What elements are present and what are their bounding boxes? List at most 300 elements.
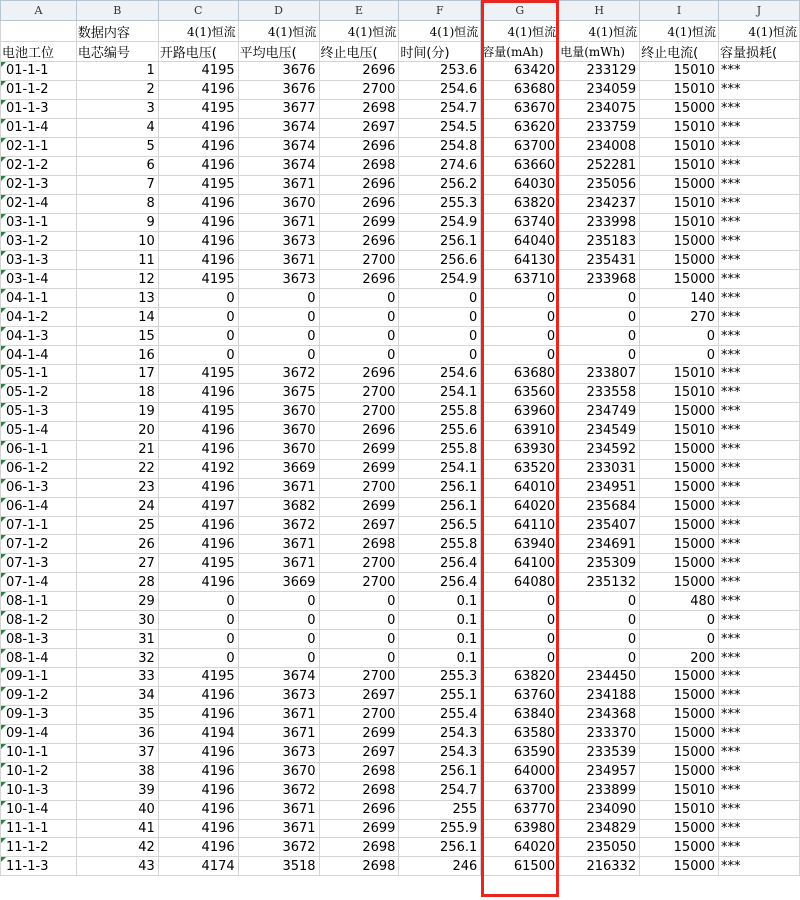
table-cell[interactable]: 234368 bbox=[559, 705, 640, 724]
table-cell[interactable]: 255 bbox=[399, 800, 481, 819]
table-cell[interactable]: 216332 bbox=[559, 857, 640, 876]
table-cell[interactable]: 235132 bbox=[559, 573, 640, 592]
table-cell[interactable]: 9 bbox=[76, 213, 158, 232]
table-cell[interactable]: 0 bbox=[559, 308, 640, 327]
table-cell[interactable]: 3671 bbox=[238, 175, 319, 194]
table-cell[interactable]: 3670 bbox=[238, 440, 319, 459]
table-cell[interactable]: 3682 bbox=[238, 497, 319, 516]
table-cell[interactable]: 64020 bbox=[481, 497, 559, 516]
table-cell[interactable]: 4195 bbox=[158, 365, 238, 384]
table-cell[interactable]: 200 bbox=[640, 649, 719, 668]
table-cell[interactable]: 06-1-1 bbox=[1, 440, 77, 459]
table-cell[interactable]: 13 bbox=[76, 289, 158, 308]
table-cell[interactable]: 255.8 bbox=[399, 440, 481, 459]
table-cell[interactable]: 15000 bbox=[640, 743, 719, 762]
table-cell[interactable]: 2698 bbox=[319, 99, 399, 118]
table-cell[interactable]: 0 bbox=[481, 327, 559, 346]
header-cell[interactable]: 4(1)恒流 bbox=[238, 21, 319, 42]
table-cell[interactable]: 4192 bbox=[158, 459, 238, 478]
table-cell[interactable]: 07-1-3 bbox=[1, 554, 77, 573]
table-cell[interactable]: 256.5 bbox=[399, 516, 481, 535]
table-cell[interactable]: 25 bbox=[76, 516, 158, 535]
table-cell[interactable]: 07-1-4 bbox=[1, 573, 77, 592]
table-cell[interactable]: 234749 bbox=[559, 402, 640, 421]
table-cell[interactable]: 18 bbox=[76, 383, 158, 402]
table-cell[interactable]: 4196 bbox=[158, 478, 238, 497]
table-cell[interactable]: 233968 bbox=[559, 270, 640, 289]
table-cell[interactable]: 234059 bbox=[559, 80, 640, 99]
table-cell[interactable]: 235183 bbox=[559, 232, 640, 251]
table-cell[interactable]: 254.3 bbox=[399, 724, 481, 743]
table-cell[interactable]: 3674 bbox=[238, 137, 319, 156]
table-cell[interactable]: 3673 bbox=[238, 270, 319, 289]
table-cell[interactable]: 15000 bbox=[640, 857, 719, 876]
table-cell[interactable]: *** bbox=[719, 175, 800, 194]
header-cell[interactable]: 平均电压( bbox=[238, 42, 319, 62]
table-cell[interactable]: *** bbox=[719, 440, 800, 459]
table-cell[interactable]: 233031 bbox=[559, 459, 640, 478]
table-cell[interactable]: 2698 bbox=[319, 762, 399, 781]
table-cell[interactable]: 4196 bbox=[158, 118, 238, 137]
table-cell[interactable]: 63580 bbox=[481, 724, 559, 743]
table-cell[interactable]: 15010 bbox=[640, 365, 719, 384]
table-cell[interactable]: 255.8 bbox=[399, 535, 481, 554]
table-cell[interactable]: 03-1-1 bbox=[1, 213, 77, 232]
table-cell[interactable]: 21 bbox=[76, 440, 158, 459]
table-cell[interactable]: 256.1 bbox=[399, 478, 481, 497]
table-cell[interactable]: 15000 bbox=[640, 99, 719, 118]
table-cell[interactable]: 256.1 bbox=[399, 838, 481, 857]
table-cell[interactable]: 15000 bbox=[640, 270, 719, 289]
table-cell[interactable]: 15000 bbox=[640, 478, 719, 497]
table-cell[interactable]: 0 bbox=[399, 346, 481, 365]
table-cell[interactable]: 4196 bbox=[158, 80, 238, 99]
table-cell[interactable]: *** bbox=[719, 705, 800, 724]
table-cell[interactable]: 3 bbox=[76, 99, 158, 118]
table-cell[interactable]: 2696 bbox=[319, 270, 399, 289]
table-cell[interactable]: 252281 bbox=[559, 156, 640, 175]
table-cell[interactable]: 4197 bbox=[158, 497, 238, 516]
table-cell[interactable]: 02-1-4 bbox=[1, 194, 77, 213]
table-cell[interactable]: 270 bbox=[640, 308, 719, 327]
table-cell[interactable]: 2698 bbox=[319, 838, 399, 857]
table-cell[interactable]: *** bbox=[719, 402, 800, 421]
column-header-f[interactable]: F bbox=[399, 1, 481, 21]
table-cell[interactable]: 11-1-1 bbox=[1, 819, 77, 838]
table-cell[interactable]: 254.6 bbox=[399, 80, 481, 99]
table-cell[interactable]: 19 bbox=[76, 402, 158, 421]
table-cell[interactable]: 15 bbox=[76, 327, 158, 346]
table-cell[interactable]: 02-1-2 bbox=[1, 156, 77, 175]
table-cell[interactable]: 0 bbox=[481, 592, 559, 611]
table-cell[interactable]: 11 bbox=[76, 251, 158, 270]
table-cell[interactable]: 3671 bbox=[238, 554, 319, 573]
table-cell[interactable]: 255.8 bbox=[399, 402, 481, 421]
table-cell[interactable]: 255.4 bbox=[399, 705, 481, 724]
table-cell[interactable]: 2699 bbox=[319, 440, 399, 459]
table-cell[interactable]: 3671 bbox=[238, 819, 319, 838]
table-cell[interactable]: 3673 bbox=[238, 686, 319, 705]
table-cell[interactable]: 254.9 bbox=[399, 270, 481, 289]
table-cell[interactable]: 4 bbox=[76, 118, 158, 137]
table-cell[interactable]: 04-1-4 bbox=[1, 346, 77, 365]
table-cell[interactable]: 235407 bbox=[559, 516, 640, 535]
table-cell[interactable]: 12 bbox=[76, 270, 158, 289]
table-cell[interactable]: 10-1-1 bbox=[1, 743, 77, 762]
table-cell[interactable]: 2699 bbox=[319, 497, 399, 516]
table-cell[interactable]: 15000 bbox=[640, 251, 719, 270]
header-cell[interactable]: 容量损耗( bbox=[719, 42, 800, 62]
table-cell[interactable]: 35 bbox=[76, 705, 158, 724]
table-cell[interactable]: 255.9 bbox=[399, 819, 481, 838]
table-cell[interactable]: 15010 bbox=[640, 118, 719, 137]
table-cell[interactable]: 4196 bbox=[158, 213, 238, 232]
table-cell[interactable]: 3672 bbox=[238, 365, 319, 384]
header-cell[interactable]: 4(1)恒流 bbox=[319, 21, 399, 42]
table-cell[interactable]: 3674 bbox=[238, 118, 319, 137]
table-cell[interactable]: 255.3 bbox=[399, 194, 481, 213]
table-cell[interactable]: 253.6 bbox=[399, 62, 481, 81]
table-cell[interactable]: 02-1-3 bbox=[1, 175, 77, 194]
table-cell[interactable]: 4196 bbox=[158, 686, 238, 705]
table-cell[interactable]: 38 bbox=[76, 762, 158, 781]
table-cell[interactable]: 0 bbox=[319, 630, 399, 649]
column-header-c[interactable]: C bbox=[158, 1, 238, 21]
table-cell[interactable]: 27 bbox=[76, 554, 158, 573]
table-cell[interactable]: 256.2 bbox=[399, 175, 481, 194]
table-cell[interactable]: 15010 bbox=[640, 781, 719, 800]
table-cell[interactable]: 64030 bbox=[481, 175, 559, 194]
header-cell[interactable]: 4(1)恒流 bbox=[559, 21, 640, 42]
table-cell[interactable]: 4196 bbox=[158, 251, 238, 270]
table-cell[interactable]: 09-1-4 bbox=[1, 724, 77, 743]
table-cell[interactable]: 3671 bbox=[238, 705, 319, 724]
header-cell[interactable]: 时间(分) bbox=[399, 42, 481, 62]
table-cell[interactable]: 234188 bbox=[559, 686, 640, 705]
table-cell[interactable]: 7 bbox=[76, 175, 158, 194]
table-cell[interactable]: 233998 bbox=[559, 213, 640, 232]
table-cell[interactable]: *** bbox=[719, 611, 800, 630]
table-cell[interactable]: 22 bbox=[76, 459, 158, 478]
table-cell[interactable]: 0 bbox=[238, 630, 319, 649]
table-cell[interactable]: 0 bbox=[640, 346, 719, 365]
table-cell[interactable]: *** bbox=[719, 630, 800, 649]
table-cell[interactable]: 15000 bbox=[640, 762, 719, 781]
table-cell[interactable]: 4196 bbox=[158, 383, 238, 402]
table-cell[interactable]: 15000 bbox=[640, 402, 719, 421]
table-cell[interactable]: 30 bbox=[76, 611, 158, 630]
table-cell[interactable]: 0 bbox=[238, 611, 319, 630]
table-cell[interactable]: 15010 bbox=[640, 800, 719, 819]
table-cell[interactable]: 4195 bbox=[158, 402, 238, 421]
header-cell[interactable]: 终止电流( bbox=[640, 42, 719, 62]
table-cell[interactable]: 15000 bbox=[640, 819, 719, 838]
table-cell[interactable]: *** bbox=[719, 554, 800, 573]
table-cell[interactable]: 24 bbox=[76, 497, 158, 516]
table-cell[interactable]: 3671 bbox=[238, 213, 319, 232]
table-cell[interactable]: 274.6 bbox=[399, 156, 481, 175]
table-cell[interactable]: 0 bbox=[238, 308, 319, 327]
table-cell[interactable]: 63840 bbox=[481, 705, 559, 724]
table-cell[interactable]: 0 bbox=[399, 308, 481, 327]
table-cell[interactable]: *** bbox=[719, 270, 800, 289]
table-cell[interactable]: 10-1-2 bbox=[1, 762, 77, 781]
table-cell[interactable]: 2699 bbox=[319, 724, 399, 743]
table-cell[interactable]: 4195 bbox=[158, 175, 238, 194]
table-cell[interactable]: 15000 bbox=[640, 838, 719, 857]
table-cell[interactable]: 09-1-2 bbox=[1, 686, 77, 705]
table-cell[interactable]: 254.7 bbox=[399, 781, 481, 800]
column-header-g[interactable]: G bbox=[481, 1, 559, 21]
table-cell[interactable]: 235056 bbox=[559, 175, 640, 194]
table-cell[interactable]: *** bbox=[719, 99, 800, 118]
table-cell[interactable]: 0.1 bbox=[399, 592, 481, 611]
table-cell[interactable]: 2700 bbox=[319, 251, 399, 270]
table-cell[interactable]: *** bbox=[719, 497, 800, 516]
table-cell[interactable]: 64000 bbox=[481, 762, 559, 781]
table-cell[interactable]: 64020 bbox=[481, 838, 559, 857]
table-cell[interactable]: 0 bbox=[481, 630, 559, 649]
header-cell[interactable] bbox=[1, 21, 77, 42]
table-cell[interactable]: 2700 bbox=[319, 402, 399, 421]
table-cell[interactable]: 233899 bbox=[559, 781, 640, 800]
table-cell[interactable]: *** bbox=[719, 516, 800, 535]
table-cell[interactable]: 05-1-2 bbox=[1, 383, 77, 402]
table-cell[interactable]: 01-1-1 bbox=[1, 62, 77, 81]
table-cell[interactable]: 0 bbox=[559, 630, 640, 649]
table-cell[interactable]: 4196 bbox=[158, 232, 238, 251]
table-cell[interactable]: *** bbox=[719, 80, 800, 99]
table-cell[interactable]: 63680 bbox=[481, 365, 559, 384]
table-cell[interactable]: 20 bbox=[76, 421, 158, 440]
table-cell[interactable]: 32 bbox=[76, 649, 158, 668]
table-cell[interactable]: 0 bbox=[640, 611, 719, 630]
table-cell[interactable]: 233807 bbox=[559, 365, 640, 384]
table-cell[interactable]: 3671 bbox=[238, 724, 319, 743]
table-cell[interactable]: 15010 bbox=[640, 156, 719, 175]
table-cell[interactable]: 234592 bbox=[559, 440, 640, 459]
table-cell[interactable]: 28 bbox=[76, 573, 158, 592]
table-cell[interactable]: 4196 bbox=[158, 421, 238, 440]
table-cell[interactable]: 140 bbox=[640, 289, 719, 308]
table-cell[interactable]: 63700 bbox=[481, 781, 559, 800]
table-cell[interactable]: 3674 bbox=[238, 668, 319, 687]
table-cell[interactable]: 15010 bbox=[640, 421, 719, 440]
table-cell[interactable]: 2700 bbox=[319, 478, 399, 497]
table-cell[interactable]: *** bbox=[719, 308, 800, 327]
header-cell[interactable]: 4(1)恒流 bbox=[481, 21, 559, 42]
table-cell[interactable]: 2696 bbox=[319, 800, 399, 819]
table-cell[interactable]: 3674 bbox=[238, 156, 319, 175]
column-header-e[interactable]: E bbox=[319, 1, 399, 21]
table-cell[interactable]: 0 bbox=[399, 327, 481, 346]
table-cell[interactable]: 254.8 bbox=[399, 137, 481, 156]
table-cell[interactable]: 0 bbox=[158, 327, 238, 346]
table-cell[interactable]: *** bbox=[719, 232, 800, 251]
table-cell[interactable]: 4174 bbox=[158, 857, 238, 876]
table-cell[interactable]: 15010 bbox=[640, 194, 719, 213]
column-header-j[interactable]: J bbox=[719, 1, 800, 21]
table-cell[interactable]: 246 bbox=[399, 857, 481, 876]
table-cell[interactable]: *** bbox=[719, 668, 800, 687]
table-cell[interactable]: 234957 bbox=[559, 762, 640, 781]
table-cell[interactable]: 254.3 bbox=[399, 743, 481, 762]
table-cell[interactable]: 4196 bbox=[158, 573, 238, 592]
table-cell[interactable]: 234008 bbox=[559, 137, 640, 156]
table-cell[interactable]: 01-1-2 bbox=[1, 80, 77, 99]
table-cell[interactable]: 2699 bbox=[319, 213, 399, 232]
table-cell[interactable]: 0 bbox=[158, 308, 238, 327]
table-cell[interactable]: 234951 bbox=[559, 478, 640, 497]
table-cell[interactable]: *** bbox=[719, 819, 800, 838]
table-cell[interactable]: 3670 bbox=[238, 421, 319, 440]
header-cell[interactable]: 数据内容 bbox=[76, 21, 158, 42]
table-cell[interactable]: *** bbox=[719, 686, 800, 705]
table-cell[interactable]: 63820 bbox=[481, 668, 559, 687]
table-cell[interactable]: 43 bbox=[76, 857, 158, 876]
table-cell[interactable]: 4195 bbox=[158, 554, 238, 573]
table-cell[interactable]: *** bbox=[719, 724, 800, 743]
table-cell[interactable]: 256.4 bbox=[399, 573, 481, 592]
table-cell[interactable]: 08-1-1 bbox=[1, 592, 77, 611]
table-cell[interactable]: 63710 bbox=[481, 270, 559, 289]
table-cell[interactable]: 8 bbox=[76, 194, 158, 213]
header-cell[interactable]: 开路电压( bbox=[158, 42, 238, 62]
table-cell[interactable]: 2698 bbox=[319, 781, 399, 800]
table-cell[interactable]: 09-1-1 bbox=[1, 668, 77, 687]
table-cell[interactable]: 256.6 bbox=[399, 251, 481, 270]
table-cell[interactable]: 4195 bbox=[158, 668, 238, 687]
table-cell[interactable]: 234691 bbox=[559, 535, 640, 554]
header-cell[interactable]: 电量(mWh) bbox=[559, 42, 640, 62]
table-cell[interactable]: 234450 bbox=[559, 668, 640, 687]
table-cell[interactable]: 233759 bbox=[559, 118, 640, 137]
table-cell[interactable]: *** bbox=[719, 137, 800, 156]
table-cell[interactable]: 0 bbox=[158, 346, 238, 365]
table-cell[interactable]: 63680 bbox=[481, 80, 559, 99]
table-cell[interactable]: *** bbox=[719, 800, 800, 819]
table-cell[interactable]: *** bbox=[719, 62, 800, 81]
table-cell[interactable]: 10-1-4 bbox=[1, 800, 77, 819]
table-cell[interactable]: 4196 bbox=[158, 800, 238, 819]
table-cell[interactable]: 2696 bbox=[319, 194, 399, 213]
table-cell[interactable]: 480 bbox=[640, 592, 719, 611]
table-cell[interactable]: *** bbox=[719, 118, 800, 137]
table-cell[interactable]: 63760 bbox=[481, 686, 559, 705]
table-cell[interactable]: 256.4 bbox=[399, 554, 481, 573]
table-cell[interactable]: 40 bbox=[76, 800, 158, 819]
table-cell[interactable]: *** bbox=[719, 535, 800, 554]
table-cell[interactable]: 15000 bbox=[640, 497, 719, 516]
table-cell[interactable]: 15000 bbox=[640, 705, 719, 724]
column-header-a[interactable]: A bbox=[1, 1, 77, 21]
table-cell[interactable]: 01-1-4 bbox=[1, 118, 77, 137]
table-cell[interactable]: 3671 bbox=[238, 251, 319, 270]
table-cell[interactable]: 0 bbox=[559, 611, 640, 630]
table-cell[interactable]: 254.1 bbox=[399, 383, 481, 402]
table-cell[interactable]: 254.9 bbox=[399, 213, 481, 232]
table-cell[interactable]: *** bbox=[719, 838, 800, 857]
table-cell[interactable]: *** bbox=[719, 194, 800, 213]
table-cell[interactable]: 0 bbox=[319, 289, 399, 308]
table-cell[interactable]: 255.1 bbox=[399, 686, 481, 705]
table-cell[interactable]: 03-1-4 bbox=[1, 270, 77, 289]
table-cell[interactable]: *** bbox=[719, 289, 800, 308]
table-cell[interactable]: *** bbox=[719, 857, 800, 876]
table-cell[interactable]: 255.3 bbox=[399, 668, 481, 687]
table-cell[interactable]: 3676 bbox=[238, 62, 319, 81]
table-cell[interactable]: *** bbox=[719, 649, 800, 668]
table-cell[interactable]: 63740 bbox=[481, 213, 559, 232]
table-cell[interactable]: 0 bbox=[319, 611, 399, 630]
table-cell[interactable]: 4196 bbox=[158, 781, 238, 800]
table-cell[interactable]: 2698 bbox=[319, 857, 399, 876]
table-cell[interactable]: 0.1 bbox=[399, 611, 481, 630]
table-cell[interactable]: 64110 bbox=[481, 516, 559, 535]
table-cell[interactable]: 15010 bbox=[640, 383, 719, 402]
table-cell[interactable]: 63980 bbox=[481, 819, 559, 838]
table-cell[interactable]: 26 bbox=[76, 535, 158, 554]
table-cell[interactable]: 3671 bbox=[238, 535, 319, 554]
table-cell[interactable]: 0 bbox=[481, 308, 559, 327]
table-cell[interactable]: 5 bbox=[76, 137, 158, 156]
table-cell[interactable]: 64040 bbox=[481, 232, 559, 251]
column-header-b[interactable]: B bbox=[76, 1, 158, 21]
header-cell[interactable]: 4(1)恒流 bbox=[640, 21, 719, 42]
table-cell[interactable]: 0 bbox=[238, 327, 319, 346]
table-cell[interactable]: 15000 bbox=[640, 516, 719, 535]
table-cell[interactable]: 3670 bbox=[238, 762, 319, 781]
table-cell[interactable]: 08-1-2 bbox=[1, 611, 77, 630]
table-cell[interactable]: 15000 bbox=[640, 724, 719, 743]
header-cell[interactable]: 终止电压( bbox=[319, 42, 399, 62]
table-cell[interactable]: 234090 bbox=[559, 800, 640, 819]
table-cell[interactable]: 3673 bbox=[238, 232, 319, 251]
table-cell[interactable]: 63700 bbox=[481, 137, 559, 156]
header-cell[interactable]: 电芯编号 bbox=[76, 42, 158, 62]
table-cell[interactable]: 11-1-2 bbox=[1, 838, 77, 857]
table-cell[interactable]: 0 bbox=[238, 592, 319, 611]
table-cell[interactable]: 3518 bbox=[238, 857, 319, 876]
table-cell[interactable]: 254.1 bbox=[399, 459, 481, 478]
table-cell[interactable]: 3677 bbox=[238, 99, 319, 118]
table-cell[interactable]: 3672 bbox=[238, 838, 319, 857]
table-cell[interactable]: 0.1 bbox=[399, 630, 481, 649]
table-cell[interactable]: 234075 bbox=[559, 99, 640, 118]
table-cell[interactable]: 63520 bbox=[481, 459, 559, 478]
table-cell[interactable]: 63820 bbox=[481, 194, 559, 213]
table-cell[interactable]: 0 bbox=[559, 327, 640, 346]
table-cell[interactable]: 2697 bbox=[319, 743, 399, 762]
table-cell[interactable]: 0 bbox=[158, 649, 238, 668]
table-cell[interactable]: 3671 bbox=[238, 800, 319, 819]
table-cell[interactable]: *** bbox=[719, 573, 800, 592]
table-cell[interactable]: 256.1 bbox=[399, 762, 481, 781]
table-cell[interactable]: 15000 bbox=[640, 535, 719, 554]
table-cell[interactable]: 2697 bbox=[319, 516, 399, 535]
table-cell[interactable]: 0 bbox=[158, 289, 238, 308]
table-cell[interactable]: 63660 bbox=[481, 156, 559, 175]
table-cell[interactable]: 235684 bbox=[559, 497, 640, 516]
table-cell[interactable]: 0 bbox=[481, 289, 559, 308]
table-cell[interactable]: 4196 bbox=[158, 838, 238, 857]
table-cell[interactable]: 2696 bbox=[319, 137, 399, 156]
table-cell[interactable]: 0 bbox=[319, 308, 399, 327]
table-cell[interactable]: 0 bbox=[559, 592, 640, 611]
column-header-i[interactable]: I bbox=[640, 1, 719, 21]
table-cell[interactable]: 4196 bbox=[158, 440, 238, 459]
header-cell[interactable]: 4(1)恒流 bbox=[719, 21, 800, 42]
